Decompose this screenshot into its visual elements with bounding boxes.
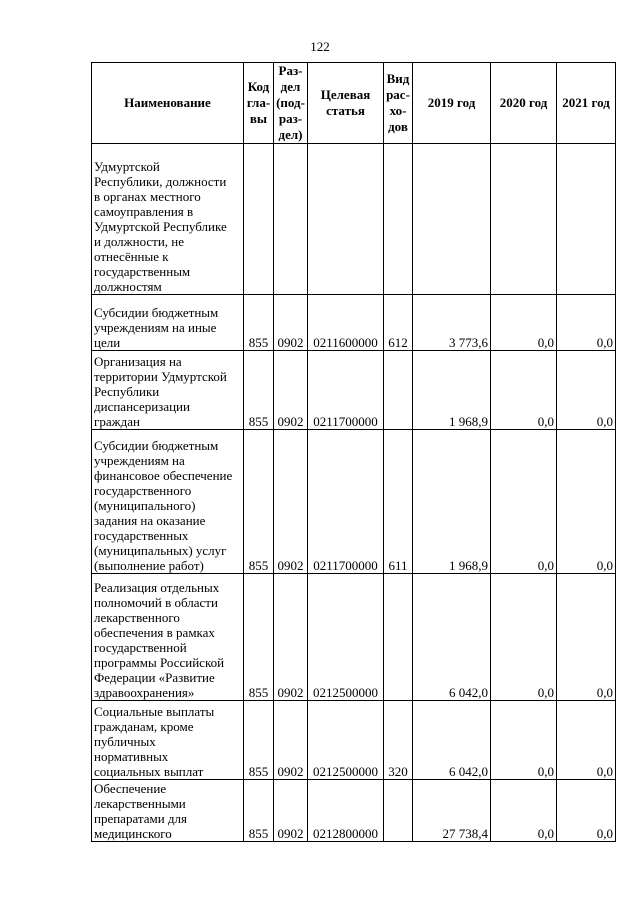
table-row (92, 574, 616, 701)
target-cell: 0211600000 (308, 295, 384, 351)
type-cell (384, 780, 413, 842)
header-type-line: рас- (386, 87, 410, 102)
value-2021-cell (557, 144, 616, 295)
name-line: лекарственными (94, 796, 186, 811)
name-line: Субсидии бюджетным (94, 305, 219, 320)
name-line: (муниципальных) услуг (94, 543, 227, 558)
name-line: государственным (94, 264, 191, 279)
header-type-line: хо- (389, 103, 407, 118)
name-line: государственных (94, 528, 189, 543)
value-2019-cell: 27 738,4 (413, 780, 491, 842)
table-header-row (92, 63, 616, 144)
header-type (384, 63, 413, 144)
header-type-line: Вид (386, 71, 410, 86)
section-cell: 0902 (274, 574, 308, 701)
table-row (92, 701, 616, 780)
header-2021: 2021 год (557, 63, 616, 144)
name-cell (92, 351, 244, 430)
name-line: социальных выплат (94, 764, 204, 779)
budget-table (91, 62, 616, 842)
name-cell (92, 701, 244, 780)
code-cell: 855 (244, 295, 274, 351)
name-line: полномочий в области (94, 595, 218, 610)
name-line: медицинского (94, 826, 172, 841)
page-number: 122 (310, 39, 330, 54)
name-line: и должности, не (94, 234, 185, 249)
target-cell: 0212500000 (308, 574, 384, 701)
name-line: обеспечения в рамках (94, 625, 215, 640)
code-cell: 855 (244, 574, 274, 701)
header-code (244, 63, 274, 144)
name-line: учреждениям на иные (94, 320, 217, 335)
header-target-line: Целевая (320, 87, 371, 102)
header-2020: 2020 год (491, 63, 557, 144)
value-2020-cell: 0,0 (491, 701, 557, 780)
header-code-line: гла- (246, 95, 271, 110)
table-row (92, 430, 616, 574)
value-2021-cell: 0,0 (557, 780, 616, 842)
name-line: Реализация отдельных (94, 580, 220, 595)
name-line: здравоохранения» (94, 685, 195, 700)
name-line: публичных (94, 734, 156, 749)
name-line: Федерации «Развитие (94, 670, 215, 685)
target-cell: 0211700000 (308, 430, 384, 574)
name-cell (92, 430, 244, 574)
name-line: Обеспечение (94, 781, 167, 796)
value-2021-cell: 0,0 (557, 574, 616, 701)
table-body (92, 144, 616, 842)
header-code-line: Код (247, 79, 270, 94)
name-line: Удмуртской (94, 159, 160, 174)
type-cell (384, 351, 413, 430)
header-section-line: дел) (278, 127, 303, 142)
name-line: (выполнение работ) (94, 558, 204, 573)
code-cell: 855 (244, 430, 274, 574)
value-2020-cell: 0,0 (491, 780, 557, 842)
section-cell: 0902 (274, 780, 308, 842)
value-2020-cell (491, 144, 557, 295)
type-cell: 320 (384, 701, 413, 780)
name-line: отнесённые к (94, 249, 169, 264)
header-section-line: дел (280, 79, 301, 94)
name-line: лекарственного (94, 610, 180, 625)
header-target-line: статья (326, 103, 365, 118)
value-2019-cell: 6 042,0 (413, 574, 491, 701)
type-cell (384, 574, 413, 701)
name-line: Республики (94, 384, 160, 399)
target-cell: 0211700000 (308, 351, 384, 430)
name-line: Организация на (94, 354, 182, 369)
header-type-line: дов (388, 119, 408, 134)
header-target (308, 63, 384, 144)
header-section-line: Раз- (278, 63, 303, 78)
name-line: территории Удмуртской (94, 369, 227, 384)
value-2020-cell: 0,0 (491, 574, 557, 701)
name-line: задания на оказание (94, 513, 206, 528)
code-cell: 855 (244, 780, 274, 842)
header-section-line: (под- (276, 95, 305, 110)
name-line: Удмуртской Республике (94, 219, 227, 234)
name-line: (муниципального) (94, 498, 196, 513)
target-cell: 0212500000 (308, 701, 384, 780)
value-2019-cell: 1 968,9 (413, 430, 491, 574)
section-cell: 0902 (274, 351, 308, 430)
value-2021-cell: 0,0 (557, 430, 616, 574)
name-line: цели (94, 335, 121, 350)
name-line: в органах местного (94, 189, 201, 204)
name-line: граждан (94, 414, 140, 429)
table-row (92, 144, 616, 295)
value-2021-cell: 0,0 (557, 701, 616, 780)
name-cell (92, 295, 244, 351)
section-cell: 0902 (274, 430, 308, 574)
value-2021-cell: 0,0 (557, 351, 616, 430)
code-cell (244, 144, 274, 295)
name-line: самоуправления в (94, 204, 194, 219)
name-line: государственного (94, 483, 192, 498)
name-line: должностям (94, 279, 162, 294)
name-cell (92, 144, 244, 295)
header-2019: 2019 год (413, 63, 491, 144)
name-line: гражданам, кроме (94, 719, 194, 734)
value-2019-cell: 6 042,0 (413, 701, 491, 780)
table-row (92, 295, 616, 351)
section-cell: 0902 (274, 701, 308, 780)
header-name: Наименование (92, 63, 244, 144)
table-row (92, 351, 616, 430)
name-line: Республики, должности (94, 174, 227, 189)
value-2020-cell: 0,0 (491, 351, 557, 430)
name-line: государственной (94, 640, 187, 655)
target-cell: 0212800000 (308, 780, 384, 842)
code-cell: 855 (244, 351, 274, 430)
header-code-line: вы (249, 111, 268, 126)
section-cell (274, 144, 308, 295)
value-2020-cell: 0,0 (491, 295, 557, 351)
header-section-line: раз- (278, 111, 303, 126)
section-cell: 0902 (274, 295, 308, 351)
name-line: препаратами для (94, 811, 188, 826)
name-line: Субсидии бюджетным (94, 438, 219, 453)
table-row (92, 780, 616, 842)
type-cell: 611 (384, 430, 413, 574)
name-line: Социальные выплаты (94, 704, 215, 719)
name-line: нормативных (94, 749, 169, 764)
value-2021-cell: 0,0 (557, 295, 616, 351)
type-cell: 612 (384, 295, 413, 351)
name-line: программы Российской (94, 655, 225, 670)
type-cell (384, 144, 413, 295)
name-line: финансовое обеспечение (94, 468, 233, 483)
name-cell (92, 780, 244, 842)
value-2019-cell (413, 144, 491, 295)
target-cell (308, 144, 384, 295)
name-line: диспансеризации (94, 399, 190, 414)
code-cell: 855 (244, 701, 274, 780)
value-2020-cell: 0,0 (491, 430, 557, 574)
header-section (274, 63, 308, 144)
value-2019-cell: 3 773,6 (413, 295, 491, 351)
name-cell (92, 574, 244, 701)
value-2019-cell: 1 968,9 (413, 351, 491, 430)
name-line: учреждениям на (94, 453, 185, 468)
